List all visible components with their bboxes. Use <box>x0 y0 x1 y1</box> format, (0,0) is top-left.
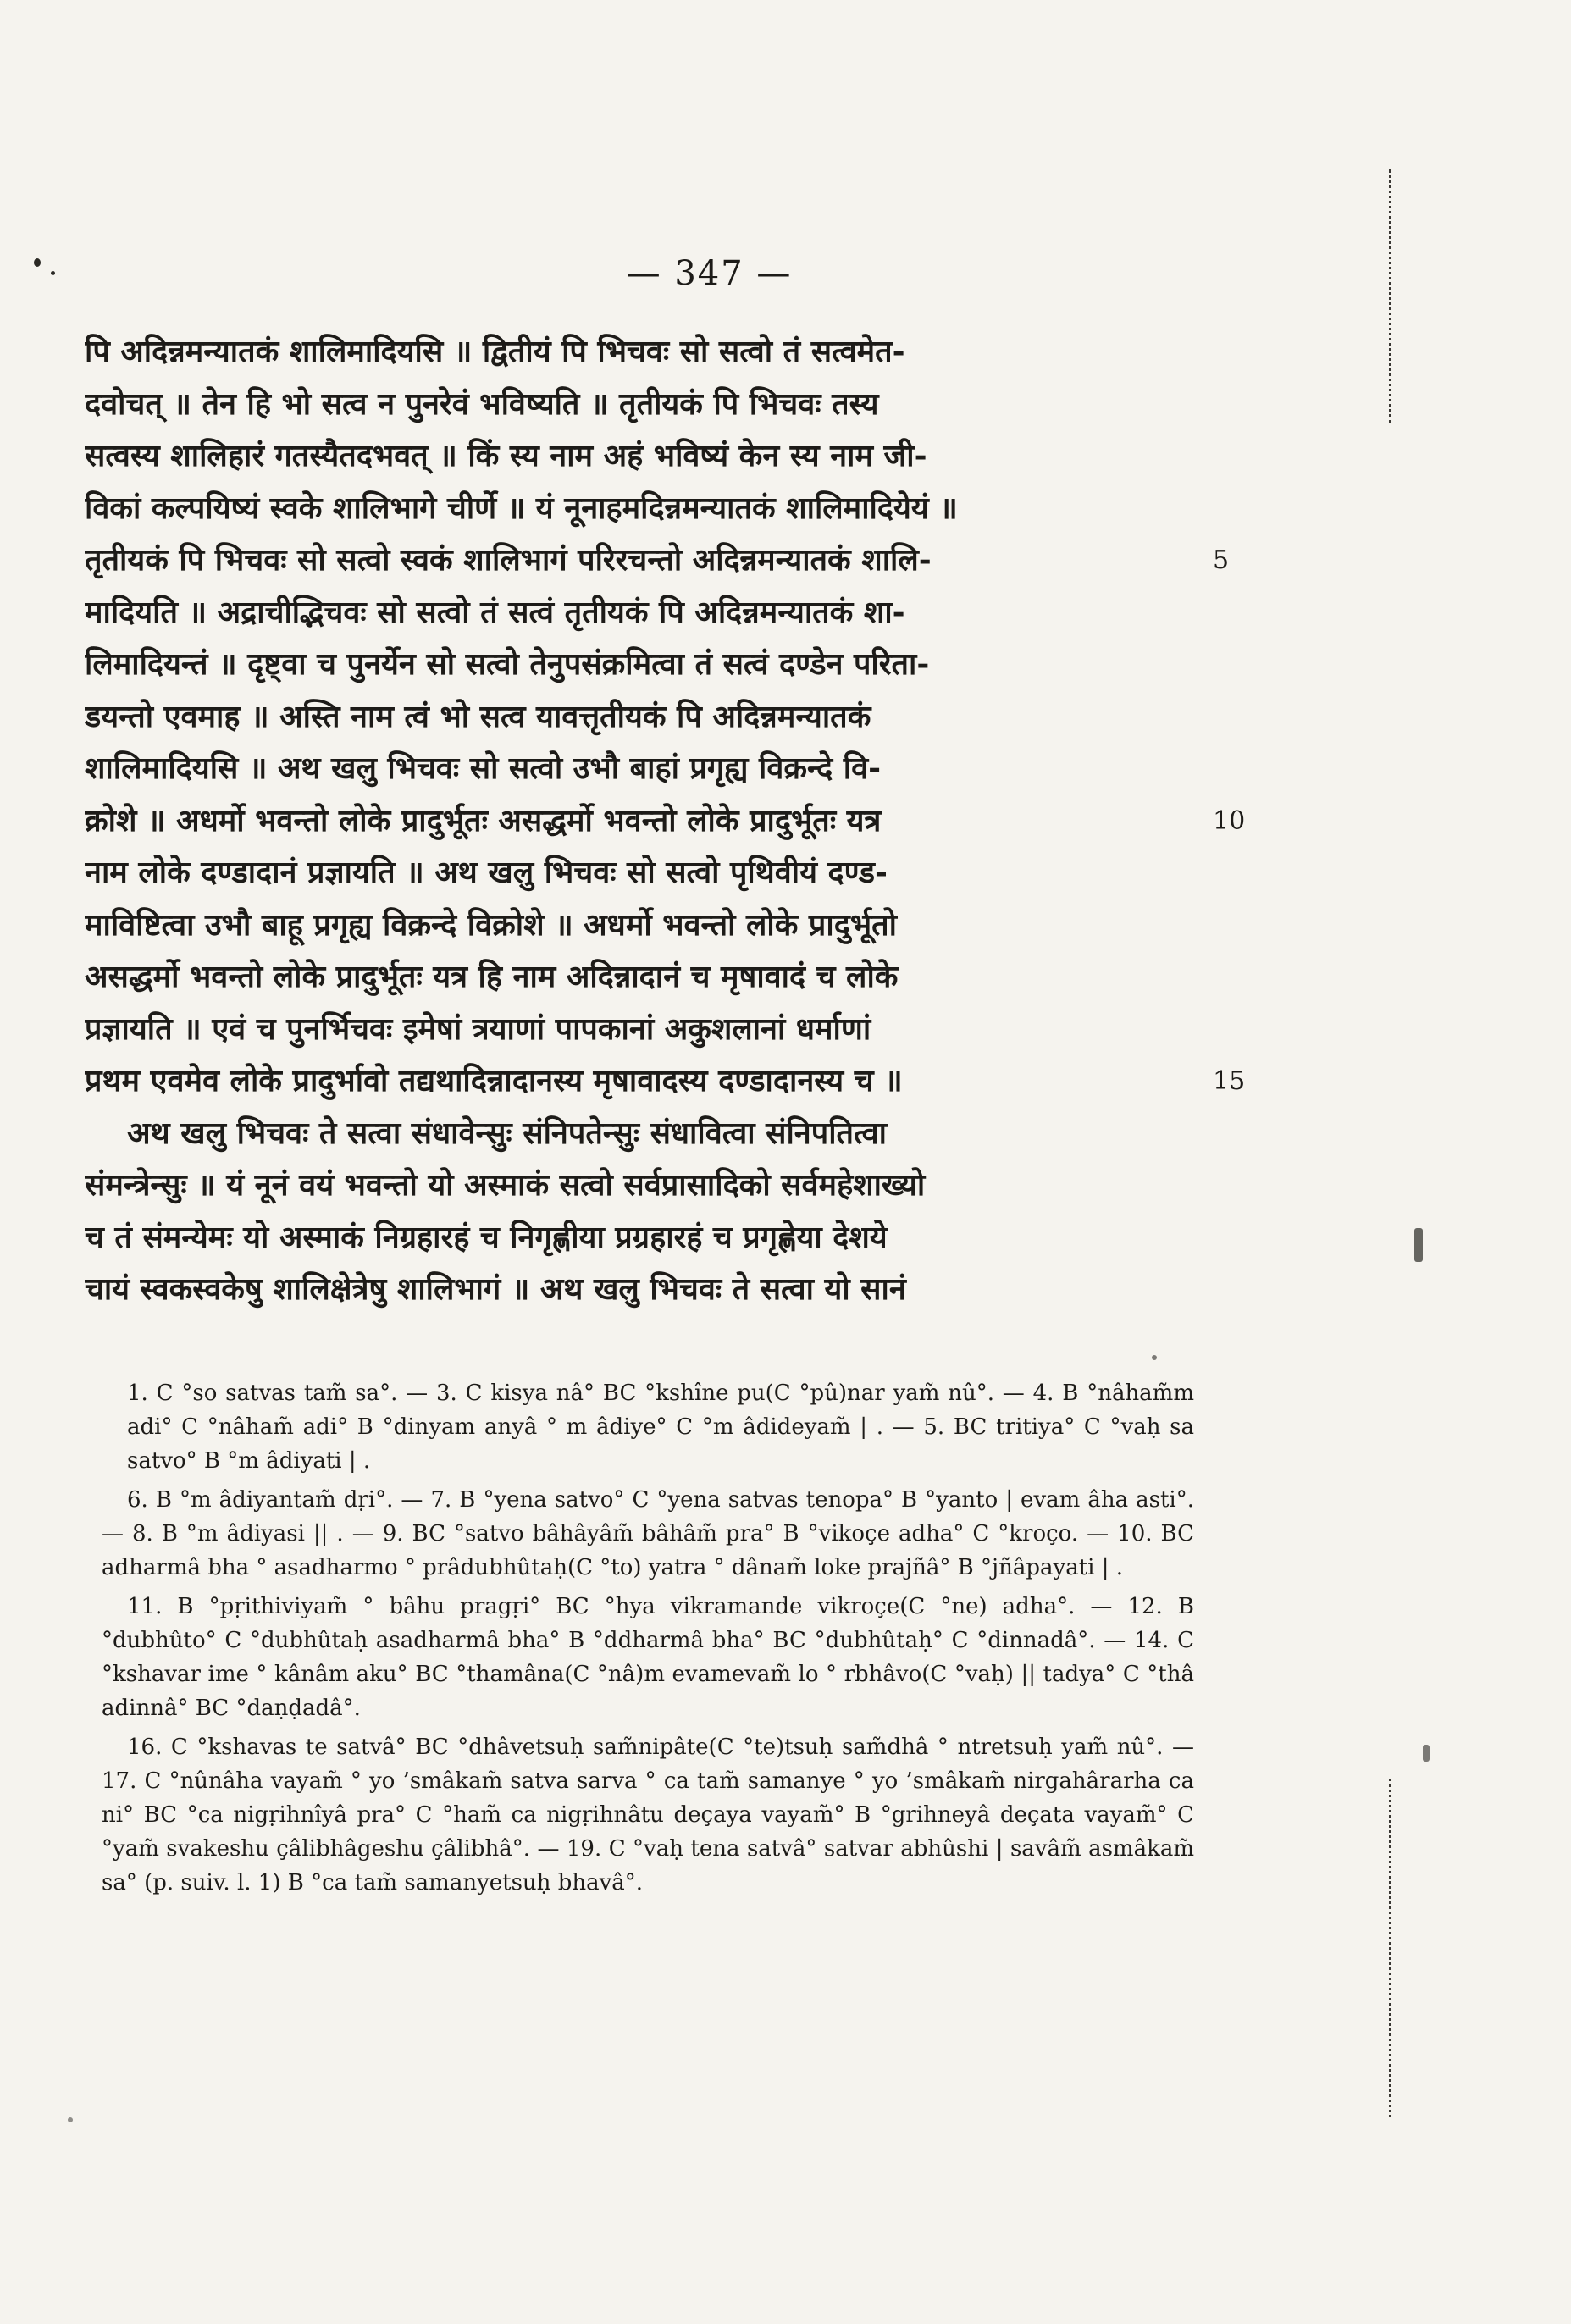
line-number: 10 <box>1213 805 1246 836</box>
footnote-paragraph: 16. C °kshavas te satvâ° BC °dhâvetsuḥ sam̃nipâte(C °te)tsuḥ sam̃dhâ ° ntretsuḥ yam̃ nû°. — 17. C °nûnâha vayam̃ ° yo ’smâkam̃ satva sarva ° ca tam̃ samanye ° yo ’smâkam̃ nirgahârarha ca ni° BC °ca nigṛihnîyâ pra° C °ham̃ ca nigṛihnâtu deçaya vayam̃° B °grihneyâ deçata vayam̃° C °yam̃ svakeshu çâlibhâgeshu çâlibhâ°. — 19. C °vaḥ tena satvâ° satvar abhûshi | savâm̃ asmâkam̃ sa° (p. suiv. l. 1) B °ca tam̃ samanyetsuḥ bhavâ°. <box>102 1735 1194 1895</box>
text-line: नाम लोके दण्डादानं प्रज्ञायति ॥ अथ खलु भिचवः सो सत्वो पृथिवीयं दण्ड- <box>85 855 888 890</box>
margin-mark <box>1389 169 1397 423</box>
text-line: क्रोशे ॥ अधर्मो भवन्तो लोके प्रादुर्भूतः असद्धर्मो भवन्तो लोके प्रादुर्भूतः यत्र <box>85 802 882 838</box>
text-line: मादियति ॥ अद्राचीद्भिचवः सो सत्वो तं सत्वं तृतीयकं पि अदिन्नमन्यातकं शा- <box>85 594 905 630</box>
text-line: चायं स्वकस्वकेषु शालिक्षेत्रेषु शालिभागं ॥ अथ खलु भिचवः ते सत्वा यो सानं <box>85 1271 906 1307</box>
text-line: डयन्तो एवमाह ॥ अस्ति नाम त्वं भो सत्व यावत्तृतीयकं पि अदिन्नमन्यातकं <box>85 698 871 734</box>
margin-mark <box>1389 1779 1397 2117</box>
text-line: असद्धर्मो भवन्तो लोके प्रादुर्भूतः यत्र हि नाम अदिन्नादानं च मृषावादं च लोके <box>85 959 899 994</box>
text-line: सत्वस्य शालिहारं गतस्यैतदभवत् ॥ किं स्य नाम अहं भविष्यं केन स्य नाम जी- <box>85 438 927 473</box>
scan-speck <box>51 271 55 275</box>
scan-speck <box>68 2117 73 2122</box>
text-line: पि अदिन्नमन्यातकं शालिमादियसि ॥ द्वितीयं पि भिचवः सो सत्वो तं सत्वमेत- <box>85 334 905 369</box>
footnote-paragraph: 11. B °pṛithiviyam̃ ° bâhu pragṛi° BC °hya vikramande vikroçe(C °ne) adha°. — 12. B °dubhûto° C °dubhûtaḥ asadharmâ bha° B °ddharmâ bha° BC °dubhûtaḥ° C °dinnadâ°. — 14. C °kshavar ime ° kânâm aku° BC °thamâna(C °nâ)m evamevam̃ lo ° rbhâvo(C °vaḥ) || tadya° C °thâ adinnâ° BC °daṇḍadâ°. <box>102 1594 1194 1721</box>
text-line: अथ खलु भिचवः ते सत्वा संधावेन्सुः संनिपतेन्सुः संधावित्वा संनिपतित्वा <box>85 1115 887 1151</box>
scan-speck <box>1152 1355 1157 1360</box>
text-line: च तं संमन्येमः यो अस्माकं निग्रहारहं च निगृह्णीया प्रग्रहारहं च प्रगृह्णेया देशये <box>85 1219 888 1255</box>
text-line: प्रज्ञायति ॥ एवं च पुनर्भिचवः इमेषां त्रयाणां पापकानां अकुशलानां धर्माणां <box>85 1010 871 1047</box>
scan-speck <box>1423 1745 1430 1762</box>
text-line: प्रथम एवमेव लोके प्रादुर्भावो तद्यथादिन्नादानस्य मृषावादस्य दण्डादानस्य च ॥ <box>85 1063 903 1098</box>
footnotes <box>102 1376 1194 1905</box>
text-line: लिमादियन्तं ॥ दृष्ट्वा च पुनर्येन सो सत्वो तेनुपसंक्रमित्वा तं सत्वं दण्डेन परिता- <box>85 646 930 682</box>
text-line: तृतीयकं पि भिचवः सो सत्वो स्वकं शालिभागं परिरचन्तो अदिन्नमन्यातकं शालि- <box>85 542 932 578</box>
text-line: शालिमादियसि ॥ अथ खलु भिचवः सो सत्वो उभौ बाहां प्रगृह्य विक्रन्दे वि- <box>85 750 882 786</box>
text-line: माविष्टित्वा उभौ बाहू प्रगृह्य विक्रन्दे विक्रोशे ॥ अधर्मो भवन्तो लोके प्रादुर्भूतो <box>85 906 897 943</box>
text-line: विकां कल्पयिष्यं स्वके शालिभागे चीर्णे ॥ यं नूनाहमदिन्नमन्यातकं शालिमादियेयं ॥ <box>85 490 958 526</box>
scan-speck <box>34 258 41 267</box>
text-line: संमन्त्रेन्सुः ॥ यं नूनं वयं भवन्तो यो अस्माकं सत्वो सर्वप्रासादिको सर्वमहेशाख्यो <box>85 1167 926 1203</box>
footnote-paragraph: 1. C °so satvas tam̃ sa°. — 3. C kisya nâ° BC °kshîne pu(C °pû)nar yam̃ nû°. — 4. B °nâham̃m adi° C °nâham̃ adi° B °dinyam anyâ ° m âdiye° C °m âdideyam̃ | . — 5. BC tritiya° C °vaḥ sa satvo° B °m âdiyati | . <box>127 1381 1194 1474</box>
main-text <box>85 326 1270 1316</box>
footnote-paragraph: 6. B °m âdiyantam̃ dṛi°. — 7. B °yena satvo° C °yena satvas tenopa° B °yanto | evam âha asti°. — 8. B °m âdiyasi || . — 9. BC °satvo bâhâyâm̃ bâhâm̃ pra° B °vikoçe adha° C °kroço. — 10. BC adharmâ bha ° asadharmo ° prâdubhûtaḥ(C °to) yatra ° dânam̃ loke prajñâ° B °jñâpayati | . <box>102 1487 1194 1580</box>
line-number: 5 <box>1213 545 1230 575</box>
page-number: — 347 — <box>626 254 793 293</box>
scan-speck <box>1414 1228 1423 1262</box>
line-number: 15 <box>1213 1066 1246 1096</box>
text-line: दवोचत् ॥ तेन हि भो सत्व न पुनरेवं भविष्यति ॥ तृतीयकं पि भिचवः तस्य <box>85 385 879 422</box>
